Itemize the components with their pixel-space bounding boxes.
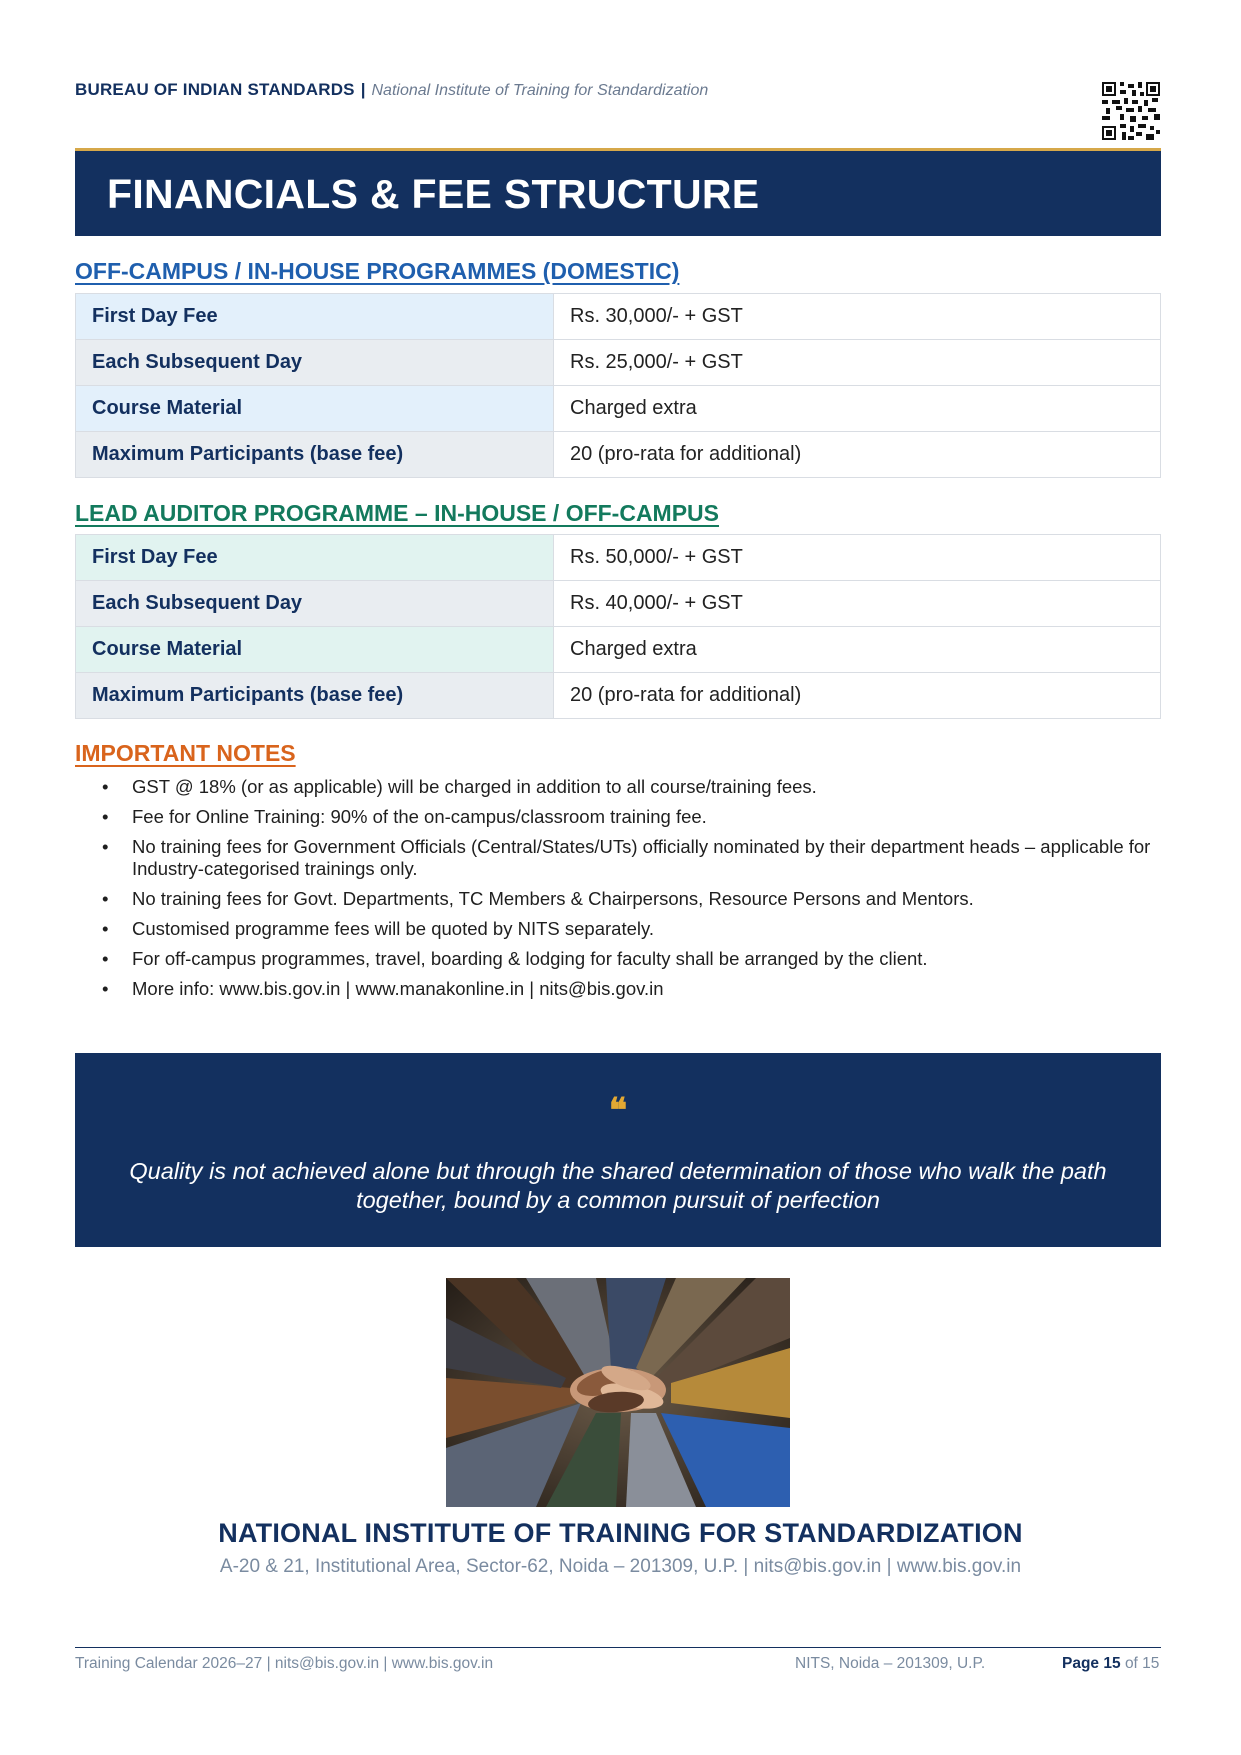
note-text: For off-campus programmes, travel, boarding & lodging for faculty shall be arranged by the client. (132, 948, 928, 969)
page-label: Page (1062, 1655, 1100, 1672)
fee-value: 20 (pro-rata for additional) (554, 673, 1161, 719)
list-item (75, 948, 1161, 970)
title-band (75, 151, 1161, 236)
fee-value: 20 (pro-rata for additional) (554, 432, 1161, 478)
bullet: • (102, 806, 109, 827)
fee-value: Rs. 25,000/- + GST (554, 340, 1161, 386)
institute-address: A-20 & 21, Institutional Area, Sector-62, Noida – 201309, U.P. | nits@bis.gov.in | www.bis.gov.in (219, 1556, 1022, 1577)
bullet: • (102, 836, 109, 857)
fee-label: First Day Fee (76, 535, 554, 581)
quote-mark-icon: ❝ (608, 1091, 628, 1131)
fee-value: Rs. 40,000/- + GST (554, 581, 1161, 627)
table-row (76, 432, 1161, 478)
note-text: Customised programme fees will be quoted by NITS separately. (132, 918, 655, 939)
list-item (75, 918, 1161, 940)
table-row (76, 535, 1161, 581)
page-of: of 15 (1124, 1655, 1160, 1672)
institute-name: NATIONAL INSTITUTE OF TRAINING FOR STANDARDIZATION (218, 1518, 1023, 1548)
list-item (75, 978, 1161, 1000)
fee-label: Maximum Participants (base fee) (76, 432, 554, 478)
bullet: • (102, 776, 109, 797)
fee-label: Each Subsequent Day (76, 340, 554, 386)
bullet: • (102, 948, 109, 969)
table-row (76, 581, 1161, 627)
lead-auditor-heading: LEAD AUDITOR PROGRAMME – IN-HOUSE / OFF-CAMPUS (75, 500, 720, 526)
table-row (76, 673, 1161, 719)
fee-value: Charged extra (554, 627, 1161, 673)
page-title: FINANCIALS & FEE STRUCTURE (107, 171, 760, 217)
footer-left: Training Calendar 2026–27 | nits@bis.gov.in | www.bis.gov.in (75, 1655, 494, 1672)
page-number: 15 (1103, 1655, 1121, 1672)
note-text: GST @ 18% (or as applicable) will be charged in addition to all course/training fees. (132, 776, 817, 797)
page-header (75, 80, 708, 100)
fee-value: Rs. 30,000/- + GST (554, 294, 1161, 340)
list-item (75, 836, 1161, 880)
list-item (75, 888, 1161, 910)
quote-text: Quality is not achieved alone but through the shared determination of those who walk the path together, bound by a common pursuit of perfection (129, 1158, 1107, 1213)
qr-code-icon (1102, 82, 1160, 140)
fee-label: Course Material (76, 386, 554, 432)
note-text: No training fees for Govt. Departments, TC Members & Chairpersons, Resource Persons and Mentors. (132, 888, 974, 909)
fee-label: Course Material (76, 627, 554, 673)
list-item (75, 776, 1161, 798)
table-row (76, 294, 1161, 340)
header-org: BUREAU OF INDIAN STANDARDS (75, 80, 355, 99)
bullet: • (102, 978, 109, 999)
footer-middle: NITS, Noida – 201309, U.P. (795, 1655, 986, 1672)
notes-list (75, 776, 1161, 1008)
page-indicator (1062, 1655, 1159, 1673)
fee-label: Each Subsequent Day (76, 581, 554, 627)
fee-label: Maximum Participants (base fee) (76, 673, 554, 719)
fee-value: Rs. 50,000/- + GST (554, 535, 1161, 581)
domestic-fee-table (75, 293, 1161, 478)
table-row (76, 340, 1161, 386)
table-row (76, 627, 1161, 673)
footer-rule (75, 1647, 1161, 1648)
table-row (76, 386, 1161, 432)
lead-auditor-fee-table (75, 534, 1161, 719)
fee-label: First Day Fee (76, 294, 554, 340)
header-separator: | (360, 80, 366, 99)
list-item (75, 806, 1161, 828)
note-text: No training fees for Government Officials (Central/States/UTs) officially nominated by their department heads – applicable for Industry-categorised trainings only. (132, 836, 1151, 879)
quote-band (75, 1053, 1161, 1247)
notes-heading: IMPORTANT NOTES (75, 740, 296, 766)
team-hands-photo (446, 1278, 790, 1507)
bullet: • (102, 918, 109, 939)
header-institute: National Institute of Training for Standardization (371, 82, 709, 99)
note-text: Fee for Online Training: 90% of the on-campus/classroom training fee. (132, 806, 707, 827)
bullet: • (102, 888, 109, 909)
note-text: More info: www.bis.gov.in | www.manakonline.in | nits@bis.gov.in (132, 978, 664, 999)
fee-value: Charged extra (554, 386, 1161, 432)
domestic-heading: OFF-CAMPUS / IN-HOUSE PROGRAMMES (DOMESTIC) (75, 258, 680, 284)
